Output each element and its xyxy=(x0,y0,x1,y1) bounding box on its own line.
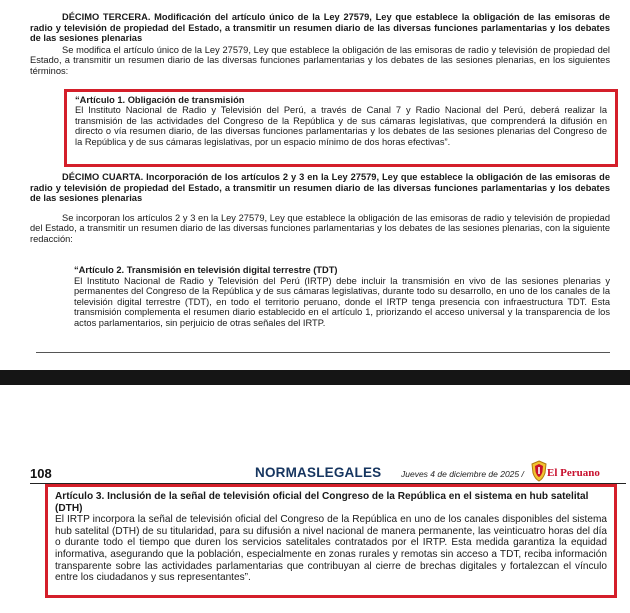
highlight-box-article-3 xyxy=(45,484,617,598)
article-13-intro: Se modifica el artículo único de la Ley 27579, Ley que establece la obligación de las emisoras de radio y televisión de propiedad del Estado, a transmitir un resumen diario de las diversas funciones parlamentarias y los debates de las sesiones plenarias, en los siguientes términos: xyxy=(30,44,610,76)
page-header xyxy=(30,464,626,484)
article-13-heading: DÉCIMO TERCERA. Modificación del artículo único de la Ley 27579, Ley que establece la obligación de las emisoras de radio y televisión de propiedad del Estado, a transmitir un resumen diario de las diversas funciones parlamentarias y los debates de las sesiones plenarias xyxy=(30,12,610,44)
article-3-title: Artículo 3. Inclusión de la señal de televisión oficial del Congreso de la República en el sistema en hub satelital (DTH) xyxy=(55,491,589,514)
highlight-box-article-1 xyxy=(64,89,618,167)
masthead-word-legales: LEGALES xyxy=(316,465,382,480)
article-13-block xyxy=(30,12,610,77)
article-3-body: El IRTP incorpora la señal de televisión oficial del Congreso de la República en uno de los canales disponibles del sistema hub satelital (DTH) de su titularidad, para su difusión a nivel nacional de manera permanente, las veinticuatro horas del día o durante todo el tiempo que duren los servicios satelitales contratados por el IRTP. Esta medida garantiza la equidad informativa, asegurando que la población, especialmente en zonas rurales y remotas sin acceso a TDT, reciba información transparente sobre las actividades parlamentarias que contribuyan al cierre de brechas digitales y fortalezcan el vínculo entre los ciudadanos y sus representantes”. xyxy=(55,514,607,584)
page-separator-bar xyxy=(0,370,630,385)
page-number: 108 xyxy=(30,466,52,481)
article-2-block xyxy=(74,265,610,329)
coat-of-arms-icon xyxy=(530,460,548,482)
article-14-intro: Se incorporan los artículos 2 y 3 en la Ley 27579, Ley que establece la obligación de las emisoras de radio y televisión de propiedad del Estado, a transmitir un resumen diario de las diversas funciones parlamentarias y los debates de las sesiones plenarias, con la siguiente redacción: xyxy=(30,212,610,244)
masthead-title xyxy=(255,465,381,480)
brand-el-peruano: El Peruano xyxy=(547,467,600,479)
column-end-rule xyxy=(36,352,610,353)
article-1-title: “Artículo 1. Obligación de transmisión xyxy=(75,95,245,105)
masthead-word-normas: NORMAS xyxy=(255,465,317,480)
article-1-body: El Instituto Nacional de Radio y Televisión del Perú, a través de Canal 7 y Radio Nacional del Perú, deberá realizar la transmisión de las actividades del Congreso de la República y de sus cámaras legislativas, que comprenderá la difusión en directo o vía resumen diario, de las diversas funciones parlamentarias y los debates de las sesiones plenarias del Congreso de la República y de sus cámaras legislativas, por un espacio mínimo de dos horas efectivas”. xyxy=(75,105,607,147)
article-14-heading: DÉCIMO CUARTA. Incorporación de los artículos 2 y 3 en la Ley 27579, Ley que establece la obligación de las emisoras de radio y televisión de propiedad del Estado, a transmitir un resumen diario de las diversas funciones parlamentarias y los debates de las sesiones plenarias xyxy=(30,172,610,204)
article-2-title: “Artículo 2. Transmisión en televisión digital terrestre (TDT) xyxy=(74,265,338,275)
article-14-block xyxy=(30,172,610,245)
issue-date: Jueves 4 de diciembre de 2025 / xyxy=(401,469,524,479)
article-2-body: El Instituto Nacional de Radio y Televisión del Perú (IRTP) debe incluir la transmisión en vivo de las sesiones plenarias y permanentes del Congreso de la República y de sus cámaras legislativas, durante todo su desarrollo, en uno de los canales de la televisión digital terrestre (TDT), en todo el territorio peruano, donde el IRTP tenga presencia con infraestructura TDT. Esta transmisión complementa el resumen diario establecido en el artículo 1, priorizando el acceso universal y la transparencia de los actos parlamentarios, sin perjuicio de otras señales del IRTP. xyxy=(74,275,610,328)
